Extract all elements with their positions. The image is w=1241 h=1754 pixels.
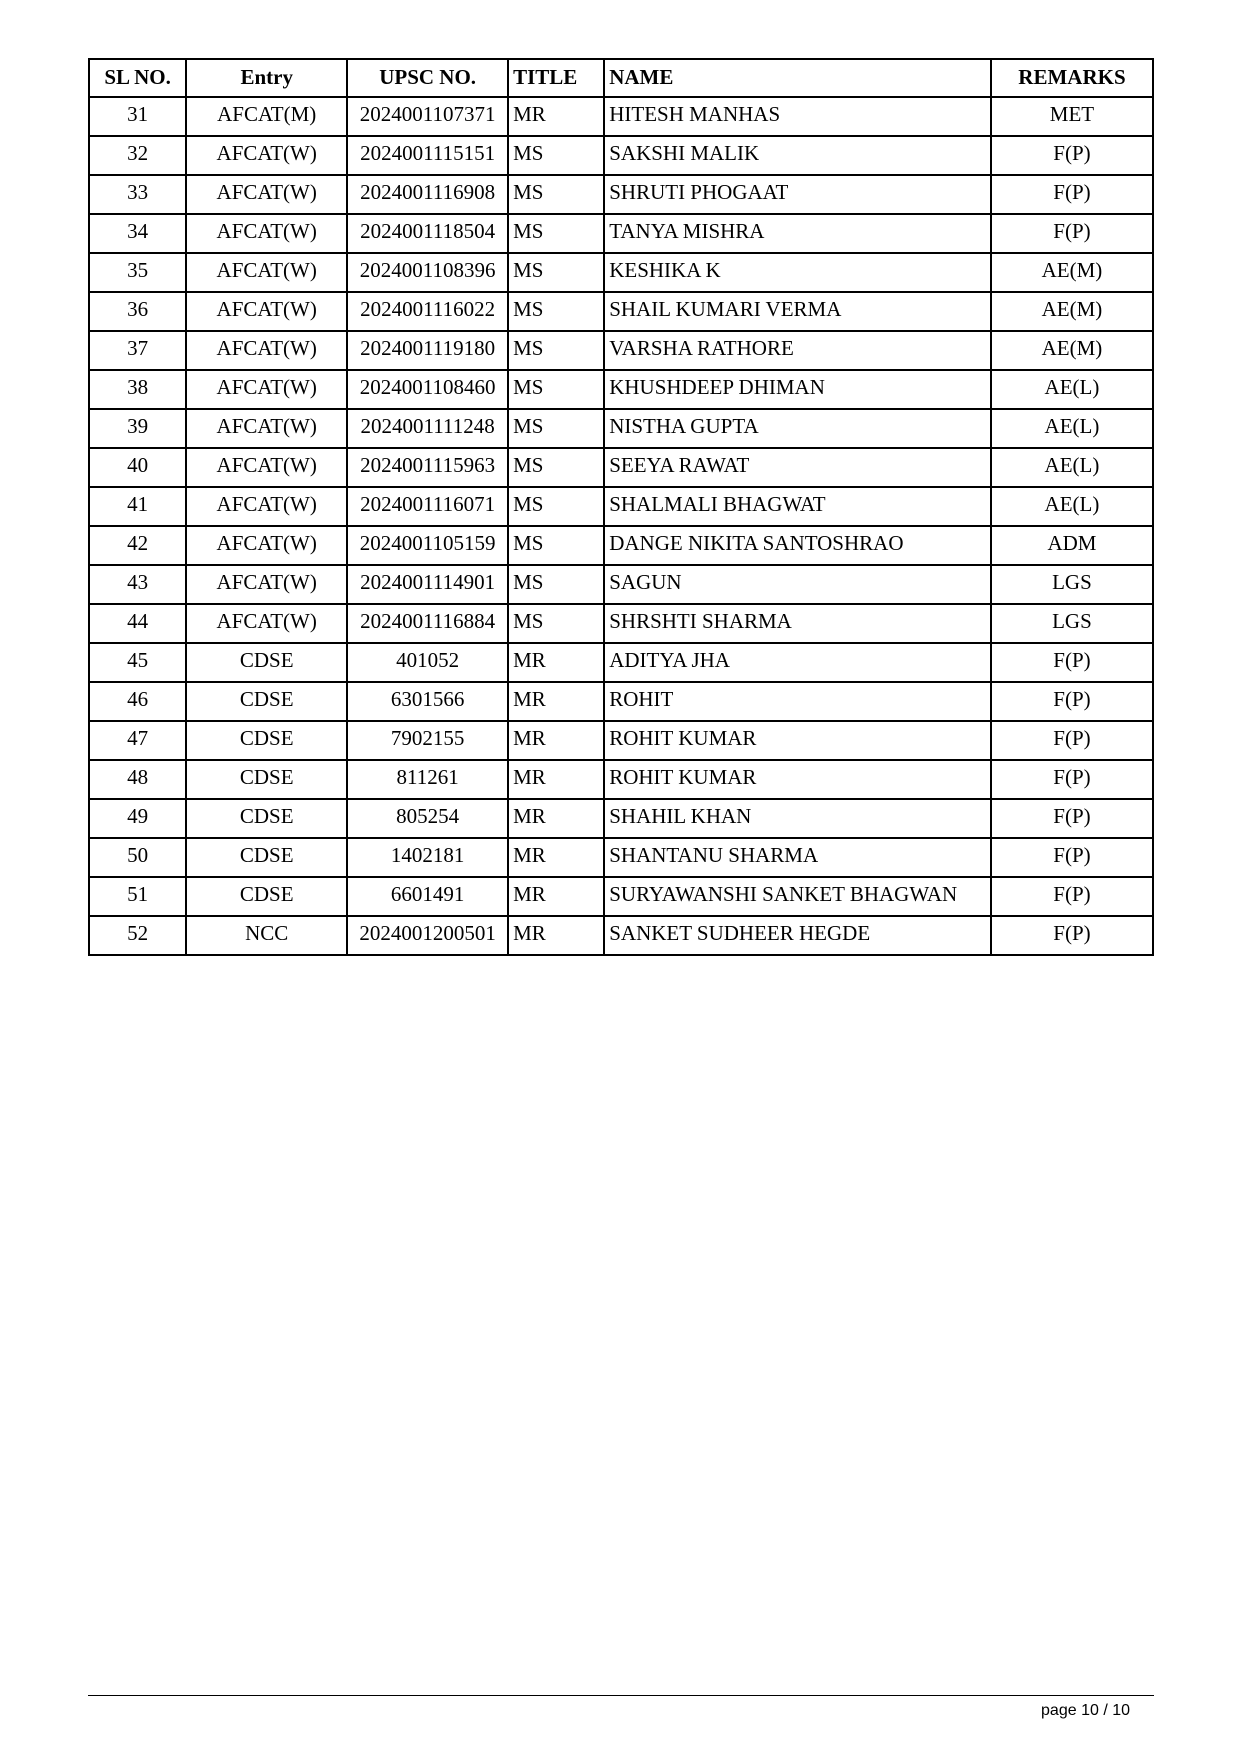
cell-name: KHUSHDEEP DHIMAN — [604, 370, 991, 409]
cell-title: MS — [508, 136, 604, 175]
cell-name: HITESH MANHAS — [604, 97, 991, 136]
table-row — [89, 331, 1153, 370]
cell-entry: CDSE — [186, 721, 347, 760]
table-row — [89, 838, 1153, 877]
header-entry: Entry — [186, 59, 347, 97]
cell-entry: CDSE — [186, 760, 347, 799]
cell-sl-no: 42 — [89, 526, 186, 565]
page-number: page 10 / 10 — [1041, 1702, 1130, 1719]
cell-title: MS — [508, 175, 604, 214]
cell-entry: CDSE — [186, 877, 347, 916]
cell-sl-no: 49 — [89, 799, 186, 838]
cell-title: MS — [508, 604, 604, 643]
cell-entry: CDSE — [186, 799, 347, 838]
table-row — [89, 760, 1153, 799]
cell-name: KESHIKA K — [604, 253, 991, 292]
cell-entry: AFCAT(W) — [186, 448, 347, 487]
cell-title: MS — [508, 448, 604, 487]
table-row — [89, 487, 1153, 526]
table-row — [89, 643, 1153, 682]
cell-sl-no: 41 — [89, 487, 186, 526]
cell-entry: AFCAT(W) — [186, 565, 347, 604]
header-title: TITLE — [508, 59, 604, 97]
cell-upsc-no: 6601491 — [347, 877, 508, 916]
cell-title: MR — [508, 721, 604, 760]
table-row — [89, 604, 1153, 643]
cell-name: SURYAWANSHI SANKET BHAGWAN — [604, 877, 991, 916]
cell-sl-no: 47 — [89, 721, 186, 760]
cell-name: VARSHA RATHORE — [604, 331, 991, 370]
cell-name: SHRSHTI SHARMA — [604, 604, 991, 643]
cell-title: MR — [508, 916, 604, 955]
cell-remarks: F(P) — [991, 175, 1153, 214]
cell-upsc-no: 2024001116884 — [347, 604, 508, 643]
cell-remarks: F(P) — [991, 877, 1153, 916]
cell-name: SAGUN — [604, 565, 991, 604]
cell-name: NISTHA GUPTA — [604, 409, 991, 448]
cell-name: TANYA MISHRA — [604, 214, 991, 253]
cell-upsc-no: 2024001116908 — [347, 175, 508, 214]
cell-name: ROHIT — [604, 682, 991, 721]
cell-sl-no: 35 — [89, 253, 186, 292]
cell-remarks: AE(L) — [991, 487, 1153, 526]
header-name: NAME — [604, 59, 991, 97]
cell-name: ROHIT KUMAR — [604, 721, 991, 760]
cell-remarks: AE(L) — [991, 370, 1153, 409]
cell-title: MR — [508, 838, 604, 877]
cell-sl-no: 48 — [89, 760, 186, 799]
table-row — [89, 877, 1153, 916]
cell-entry: NCC — [186, 916, 347, 955]
table-row — [89, 565, 1153, 604]
cell-entry: AFCAT(W) — [186, 604, 347, 643]
cell-upsc-no: 2024001116022 — [347, 292, 508, 331]
cell-title: MR — [508, 643, 604, 682]
cell-remarks: F(P) — [991, 916, 1153, 955]
cell-upsc-no: 7902155 — [347, 721, 508, 760]
table-row — [89, 682, 1153, 721]
cell-sl-no: 45 — [89, 643, 186, 682]
cell-title: MS — [508, 409, 604, 448]
cell-entry: AFCAT(W) — [186, 175, 347, 214]
cell-title: MS — [508, 331, 604, 370]
cell-remarks: MET — [991, 97, 1153, 136]
cell-title: MS — [508, 292, 604, 331]
cell-name: DANGE NIKITA SANTOSHRAO — [604, 526, 991, 565]
cell-title: MS — [508, 487, 604, 526]
cell-name: SHRUTI PHOGAAT — [604, 175, 991, 214]
cell-sl-no: 51 — [89, 877, 186, 916]
cell-sl-no: 38 — [89, 370, 186, 409]
cell-entry: CDSE — [186, 838, 347, 877]
cell-remarks: F(P) — [991, 682, 1153, 721]
cell-title: MR — [508, 760, 604, 799]
cell-upsc-no: 2024001108396 — [347, 253, 508, 292]
cell-sl-no: 32 — [89, 136, 186, 175]
table-row — [89, 175, 1153, 214]
cell-name: SHAHIL KHAN — [604, 799, 991, 838]
cell-remarks: AE(L) — [991, 448, 1153, 487]
cell-sl-no: 52 — [89, 916, 186, 955]
cell-upsc-no: 2024001200501 — [347, 916, 508, 955]
cell-sl-no: 43 — [89, 565, 186, 604]
table-row — [89, 214, 1153, 253]
cell-upsc-no: 2024001108460 — [347, 370, 508, 409]
cell-entry: AFCAT(W) — [186, 292, 347, 331]
table-row — [89, 721, 1153, 760]
cell-name: ADITYA JHA — [604, 643, 991, 682]
cell-remarks: AE(M) — [991, 292, 1153, 331]
cell-remarks: F(P) — [991, 838, 1153, 877]
table-row — [89, 253, 1153, 292]
header-upsc-no: UPSC NO. — [347, 59, 508, 97]
cell-upsc-no: 2024001118504 — [347, 214, 508, 253]
table-row — [89, 526, 1153, 565]
cell-entry: AFCAT(W) — [186, 331, 347, 370]
cell-entry: AFCAT(W) — [186, 253, 347, 292]
table-row — [89, 916, 1153, 955]
cell-entry: AFCAT(M) — [186, 97, 347, 136]
cell-upsc-no: 2024001119180 — [347, 331, 508, 370]
cell-name: SHALMALI BHAGWAT — [604, 487, 991, 526]
cell-remarks: AE(M) — [991, 253, 1153, 292]
cell-upsc-no: 2024001115963 — [347, 448, 508, 487]
cell-sl-no: 37 — [89, 331, 186, 370]
cell-name: SANKET SUDHEER HEGDE — [604, 916, 991, 955]
cell-sl-no: 36 — [89, 292, 186, 331]
cell-remarks: LGS — [991, 565, 1153, 604]
table-row — [89, 448, 1153, 487]
cell-title: MR — [508, 97, 604, 136]
cell-upsc-no: 6301566 — [347, 682, 508, 721]
cell-entry: CDSE — [186, 682, 347, 721]
cell-remarks: F(P) — [991, 214, 1153, 253]
table-row — [89, 136, 1153, 175]
table-row — [89, 409, 1153, 448]
cell-title: MS — [508, 214, 604, 253]
cell-upsc-no: 2024001114901 — [347, 565, 508, 604]
candidate-table — [88, 58, 1154, 956]
cell-upsc-no: 2024001111248 — [347, 409, 508, 448]
table-row — [89, 97, 1153, 136]
cell-sl-no: 44 — [89, 604, 186, 643]
cell-upsc-no: 805254 — [347, 799, 508, 838]
cell-remarks: LGS — [991, 604, 1153, 643]
footer-divider — [88, 1695, 1154, 1696]
cell-entry: AFCAT(W) — [186, 487, 347, 526]
cell-name: SHAIL KUMARI VERMA — [604, 292, 991, 331]
cell-upsc-no: 1402181 — [347, 838, 508, 877]
cell-entry: AFCAT(W) — [186, 136, 347, 175]
cell-remarks: ADM — [991, 526, 1153, 565]
cell-name: SHANTANU SHARMA — [604, 838, 991, 877]
cell-entry: AFCAT(W) — [186, 370, 347, 409]
cell-title: MS — [508, 370, 604, 409]
cell-upsc-no: 2024001115151 — [347, 136, 508, 175]
cell-remarks: AE(M) — [991, 331, 1153, 370]
cell-remarks: F(P) — [991, 799, 1153, 838]
cell-sl-no: 33 — [89, 175, 186, 214]
cell-upsc-no: 2024001107371 — [347, 97, 508, 136]
table-body — [89, 97, 1153, 955]
cell-upsc-no: 2024001105159 — [347, 526, 508, 565]
table-row — [89, 799, 1153, 838]
cell-name: SAKSHI MALIK — [604, 136, 991, 175]
cell-entry: AFCAT(W) — [186, 526, 347, 565]
cell-sl-no: 34 — [89, 214, 186, 253]
table-row — [89, 292, 1153, 331]
cell-upsc-no: 2024001116071 — [347, 487, 508, 526]
cell-entry: AFCAT(W) — [186, 214, 347, 253]
cell-sl-no: 50 — [89, 838, 186, 877]
cell-title: MR — [508, 877, 604, 916]
cell-sl-no: 31 — [89, 97, 186, 136]
cell-title: MR — [508, 799, 604, 838]
cell-entry: AFCAT(W) — [186, 409, 347, 448]
cell-upsc-no: 401052 — [347, 643, 508, 682]
cell-name: ROHIT KUMAR — [604, 760, 991, 799]
cell-entry: CDSE — [186, 643, 347, 682]
table-header-row — [89, 59, 1153, 97]
header-sl-no: SL NO. — [89, 59, 186, 97]
cell-remarks: F(P) — [991, 136, 1153, 175]
header-remarks: REMARKS — [991, 59, 1153, 97]
table-row — [89, 370, 1153, 409]
cell-title: MS — [508, 526, 604, 565]
cell-title: MS — [508, 253, 604, 292]
cell-sl-no: 40 — [89, 448, 186, 487]
cell-remarks: AE(L) — [991, 409, 1153, 448]
cell-sl-no: 46 — [89, 682, 186, 721]
cell-remarks: F(P) — [991, 760, 1153, 799]
cell-title: MS — [508, 565, 604, 604]
cell-remarks: F(P) — [991, 721, 1153, 760]
cell-name: SEEYA RAWAT — [604, 448, 991, 487]
cell-upsc-no: 811261 — [347, 760, 508, 799]
cell-title: MR — [508, 682, 604, 721]
cell-sl-no: 39 — [89, 409, 186, 448]
cell-remarks: F(P) — [991, 643, 1153, 682]
